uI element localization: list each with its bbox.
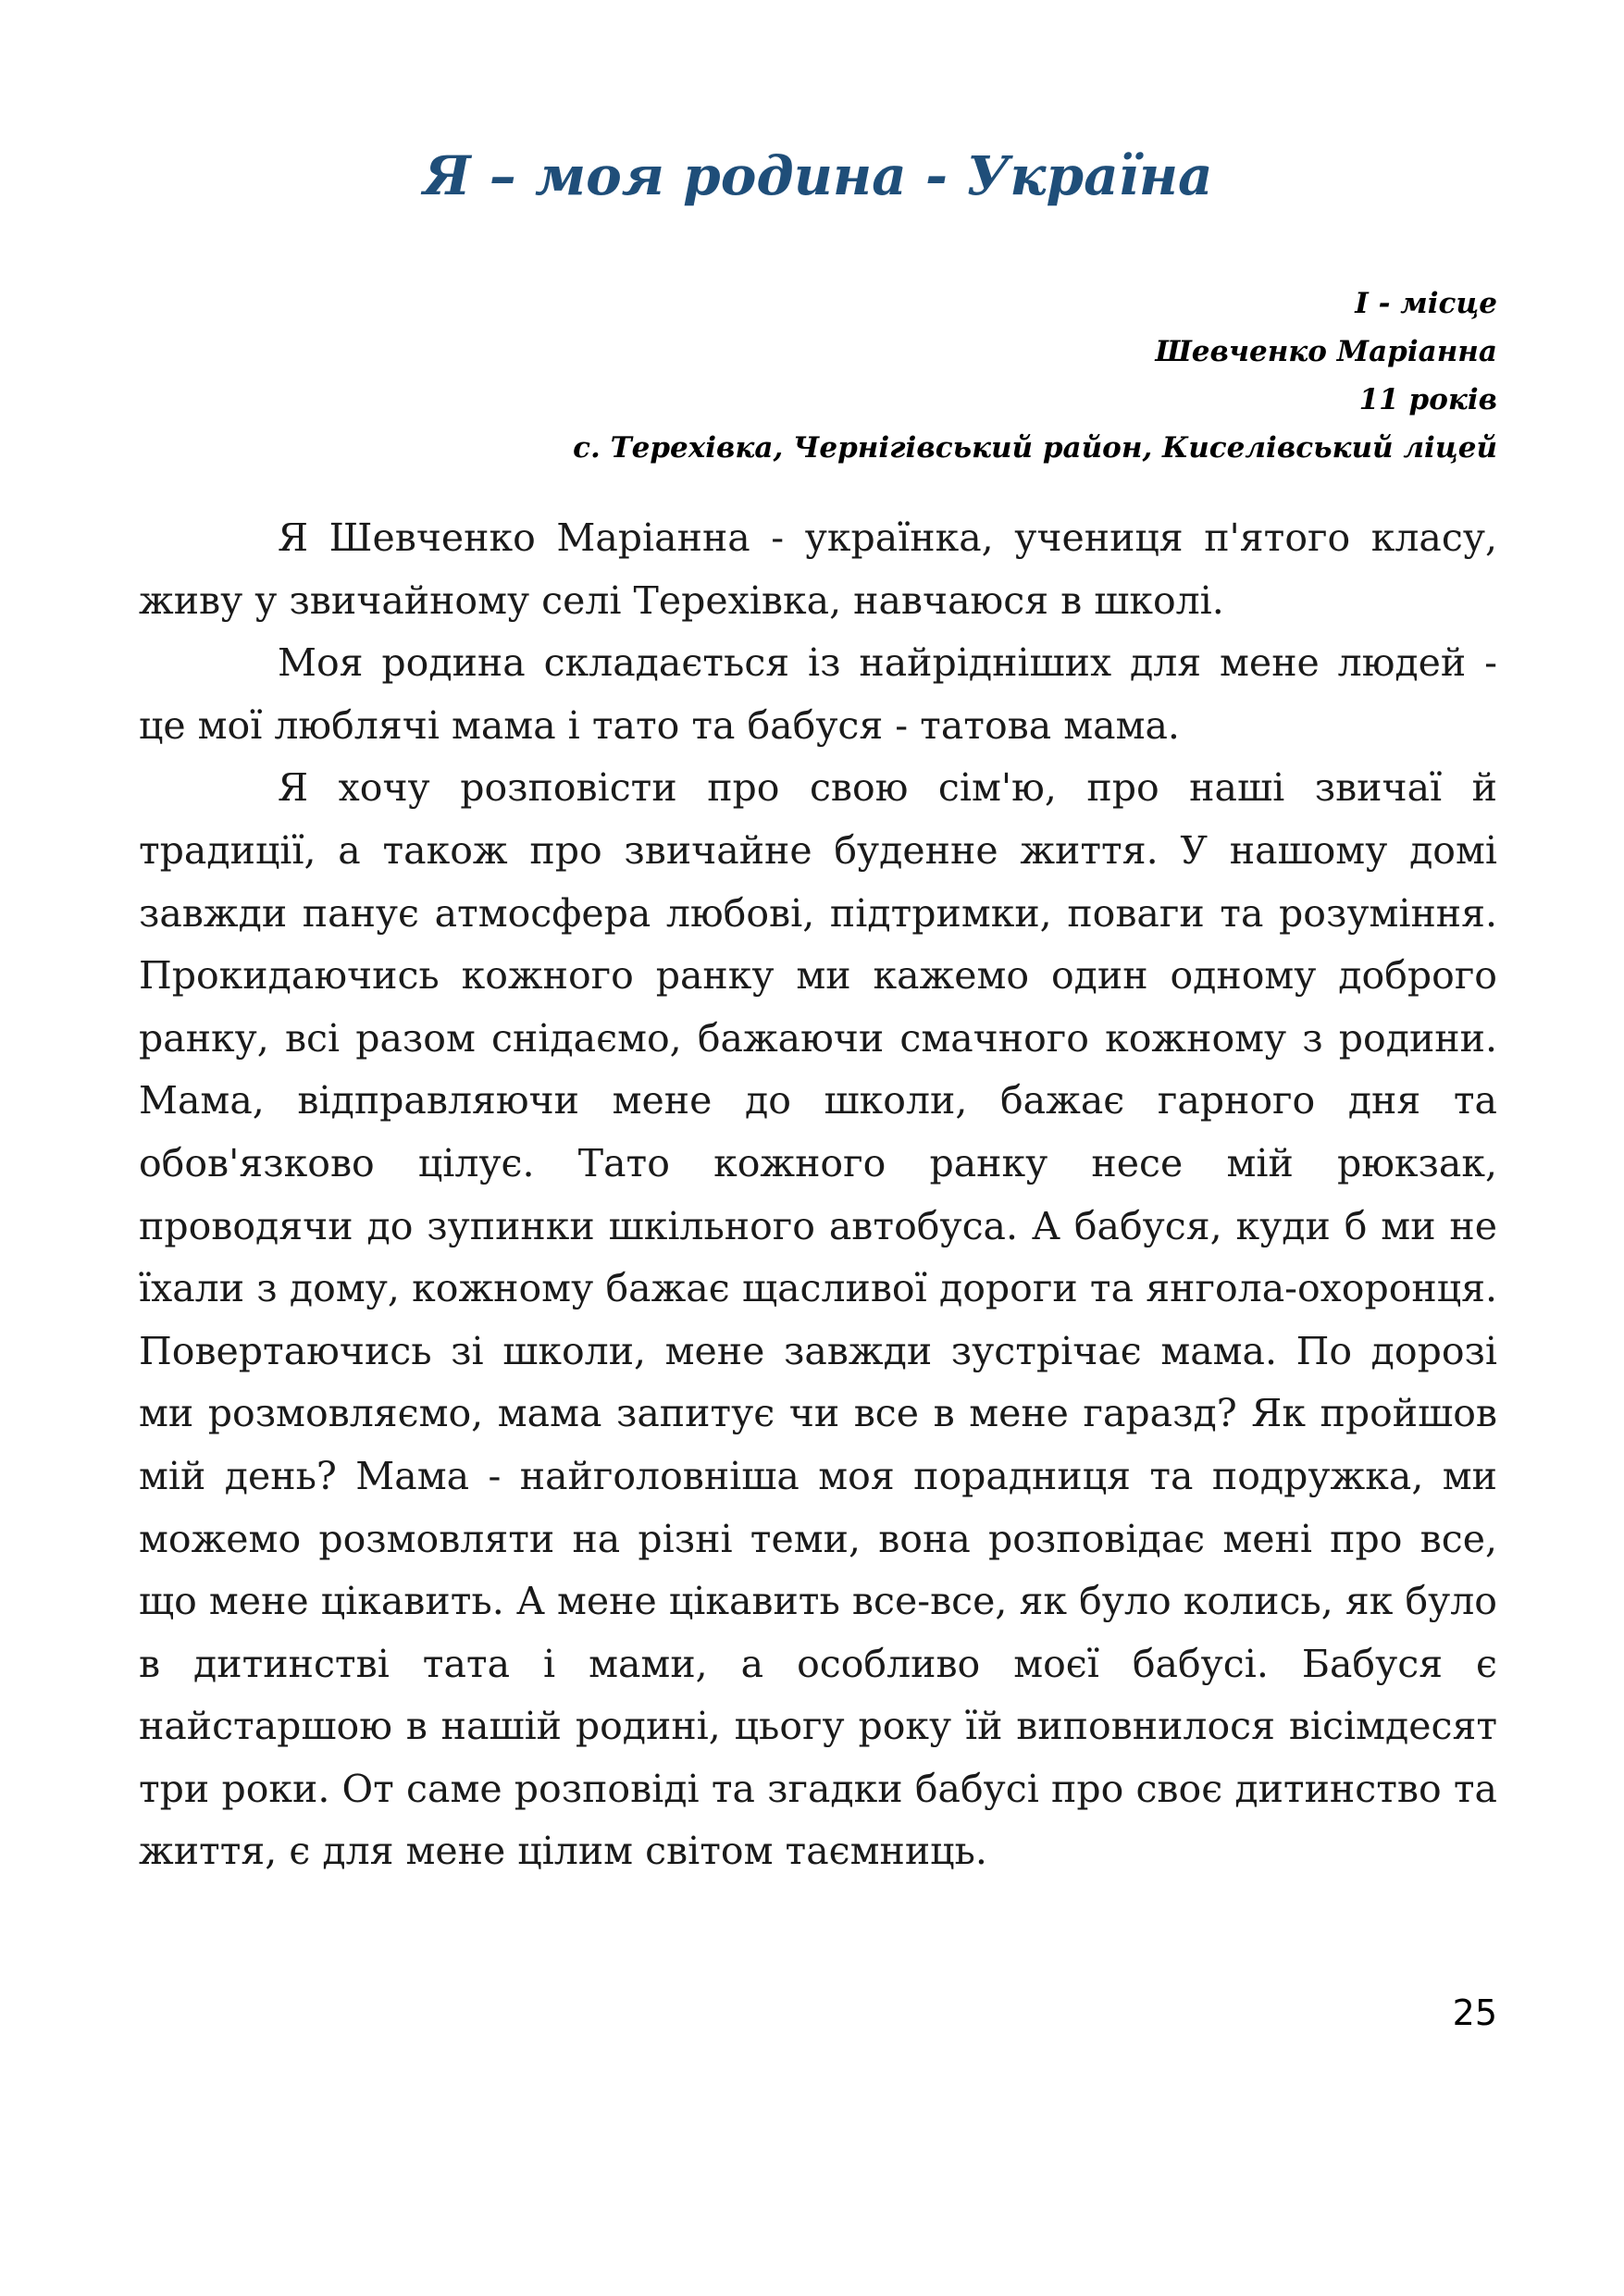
paragraph-intro: Я Шевченко Маріанна - українка, учениця п'ятого класу, живу у звичайному селі Терехівка, навчаюся в школі. [139,515,1497,623]
page-number: 25 [1452,1992,1497,2033]
document-page [139,0,1497,2296]
author-byline [139,279,1497,472]
paragraph-family: Моя родина складається із найрідніших для мене людей - це мої люблячі мама і тато та бабуся - татова мама. [139,640,1497,748]
author-name: Шевченко Маріанна [1155,335,1497,368]
author-age: 11 років [1358,383,1497,416]
page-title: Я – моя родина - Україна [423,144,1213,207]
essay-body [139,507,1497,1883]
award-place: І - місце [1355,287,1497,320]
paragraph-traditions: Я хочу розповісти про свою сім'ю, про наші звичаї й традиції, а також про звичайне буденне життя. У нашому домі завжди панує атмосфера любові, підтримки, поваги та розуміння. Прокидаючись кожного ранку ми кажемо один одному доброго ранку, всі разом снідаємо, бажаючи смачного кожному з родини. Мама, відправляючи мене до школи, бажає гарного дня та обов'язково цілує. Тато кожного ранку несе мій рюкзак, проводячи до зупинки шкільного автобуса. А бабуся, куди б ми не їхали з дому, кожному бажає щасливої дороги та янгола-охоронця. Повертаючись зі школи, мене завжди зустрічає мама. По дорозі ми розмовляємо, мама запитує чи все в мене гаразд? Як пройшов мій день? Мама - найголовніша моя порадниця та подружка, ми можемо розмовляти на різні теми, вона розповідає мені про все, що мене цікавить. А мене цікавить все-все, як було колись, як було в дитинстві тата і мами, а особливо моєї бабусі. Бабуся є найстаршою в нашій родині, цьогу року їй виповнилося вісімдесят три роки. От саме розповіді та згадки бабусі про своє дитинство та життя, є для мене цілим світом таємниць. [139,765,1497,1874]
author-location: с. Терехівка, Чернігівський район, Киселівський ліцей [573,431,1497,465]
